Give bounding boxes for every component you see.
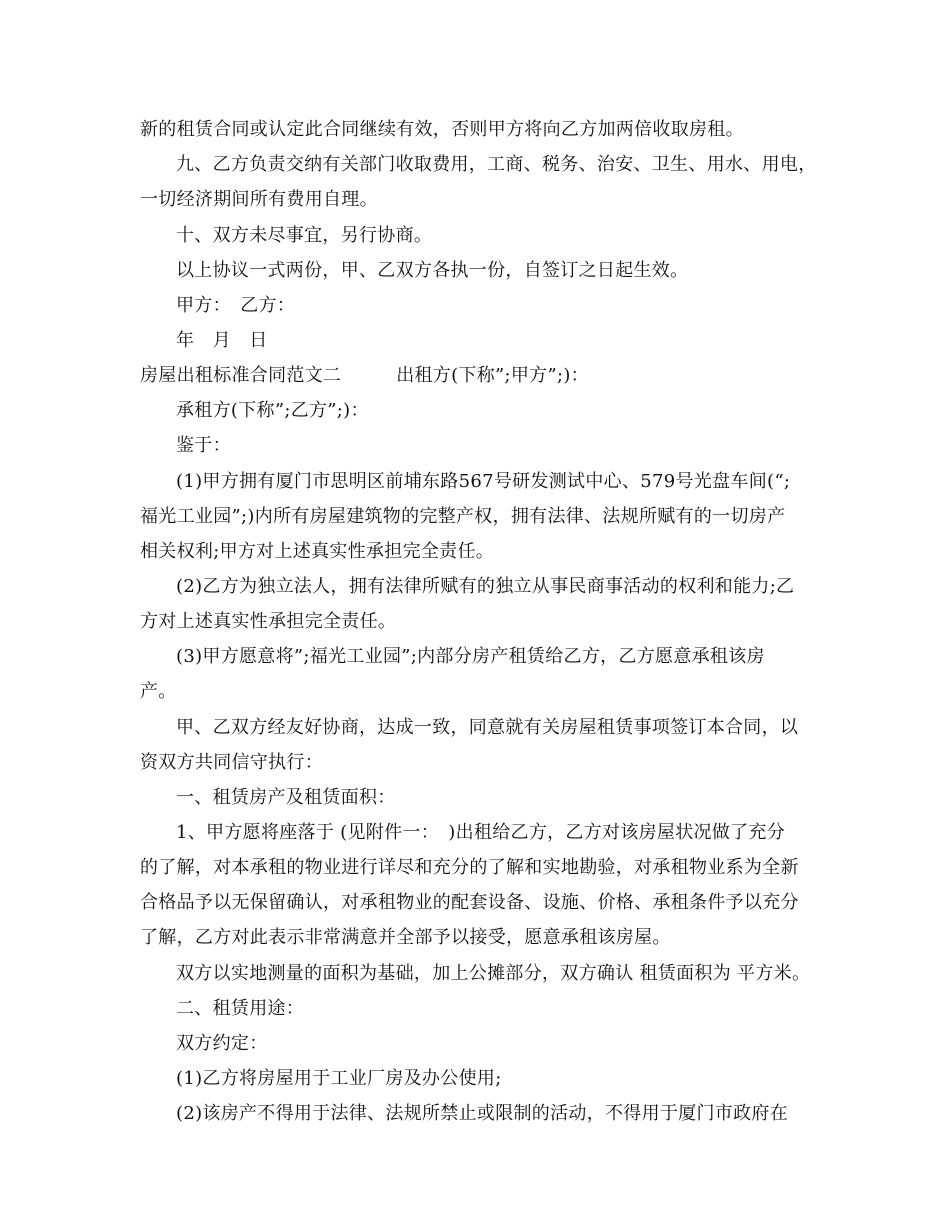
text-line: 甲、乙双方经友好协商，达成一致，同意就有关房屋租赁事项签订本合同，以 [176,717,799,738]
text-line: 1、甲方愿将座落于 (见附件一： )出租给乙方，乙方对该房屋状况做了充分 [176,822,786,843]
text-line: 方对上述真实性承担完全责任。 [140,611,397,632]
text-line: (1)甲方拥有厦门市思明区前埔东路567号研发测试中心、579号光盘车间(“; [176,471,791,492]
text-line: 资双方共同信守执行： [140,752,323,773]
text-line: 双方以实地测量的面积为基础，加上公摊部分，双方确认 租赁面积为 平方米。 [176,963,811,984]
text-line: 房屋出租标准合同范文二 出租方(下称”;甲方”;)： [140,365,589,386]
text-line: 二、租赁用途： [176,998,305,1019]
text-line: (2)该房产不得用于法律、法规所禁止或限制的活动，不得用于厦门市政府在 [176,1103,788,1124]
text-line: 九、乙方负责交纳有关部门收取费用，工商、税务、治安、卫生、用水、用电， [176,154,817,175]
text-line: 产。 [140,681,177,702]
text-line: (1)乙方将房屋用于工业厂房及办公使用; [176,1068,502,1089]
text-line: 鉴于： [176,435,231,456]
text-line: 以上协议一式两份，甲、乙双方各执一份，自签订之日起生效。 [176,260,689,281]
text-line: 合格品予以无保留确认，对承租物业的配套设备、设施、价格、承租条件予以充分 [140,892,799,913]
text-line: 一、租赁房产及租赁面积： [176,787,396,808]
text-line: 年 月 日 [176,330,268,351]
text-line: 十、双方未尽事宜，另行协商。 [176,225,433,246]
text-line: 承租方(下称”;乙方”;)： [176,400,369,421]
text-line: (2)乙方为独立法人，拥有法律所赋有的独立从事民商事活动的权利和能力;乙 [176,576,795,597]
text-line: 的了解，对本承租的物业进行详尽和充分的了解和实地勘验，对承租物业系为全新 [140,857,799,878]
text-line: (3)甲方愿意将”;福光工业园”;内部分房产租赁给乙方，乙方愿意承租该房 [176,646,765,667]
text-line: 一切经济期间所有费用自理。 [140,189,378,210]
text-line: 相关权利;甲方对上述真实性承担完全责任。 [140,541,495,562]
text-line: 了解，乙方对此表示非常满意并全部予以接受，愿意承租该房屋。 [140,927,671,948]
text-line: 双方约定： [176,1033,268,1054]
text-line: 福光工业园”;)内所有房屋建筑物的完整产权，拥有法律、法规所赋有的一切房产 [140,506,786,527]
text-line: 甲方： 乙方： [176,295,296,316]
text-line: 新的租赁合同或认定此合同继续有效，否则甲方将向乙方加两倍收取房租。 [140,119,744,140]
